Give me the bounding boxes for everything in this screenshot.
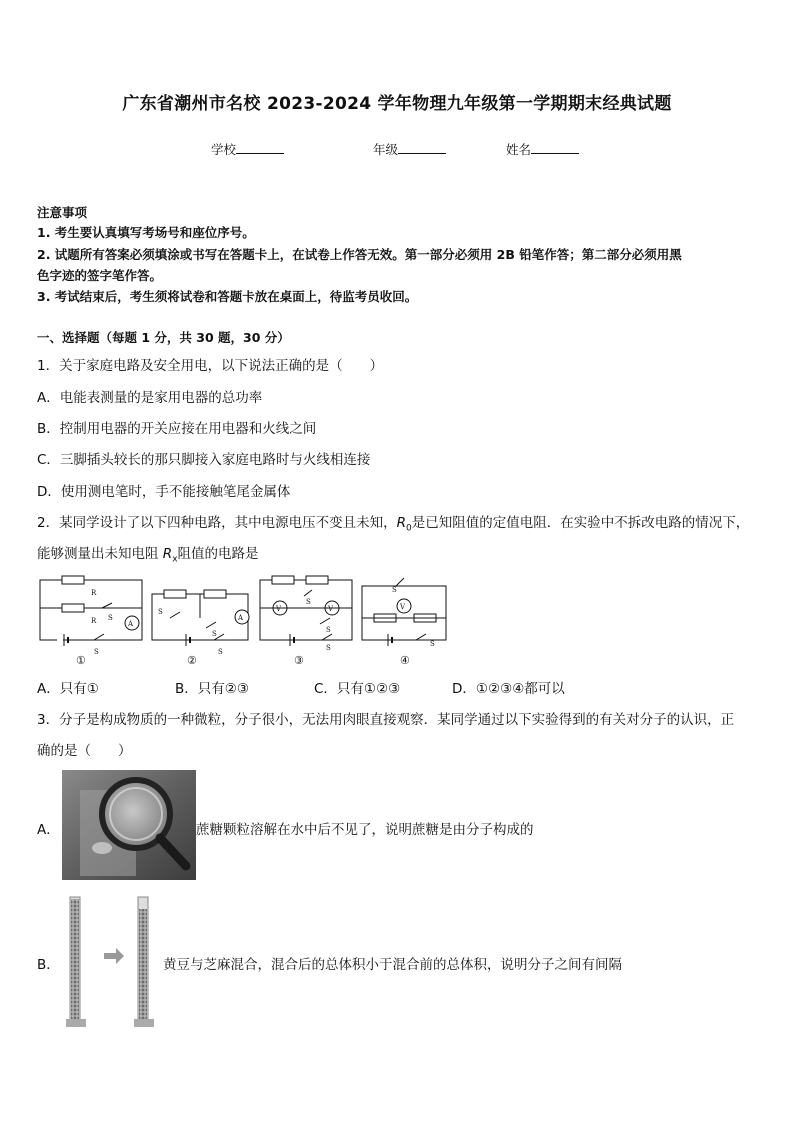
circuit-4 <box>362 578 446 646</box>
svg-text:S: S <box>218 648 223 656</box>
school-blank <box>236 141 284 154</box>
q3-option-b-letter: B． <box>37 957 60 973</box>
q2-option-c: C．只有①②③ <box>314 681 401 697</box>
grade-field <box>373 140 446 158</box>
grade-label: 年级 <box>373 142 399 157</box>
q2-stem-line1: 2．某同学设计了以下四种电路，其中电源电压不变且未知，$R_0$是已知阻值的定值电阻．在实验中不拆改电路的情况下， <box>37 515 750 534</box>
circuit-label-1: ① <box>76 654 86 667</box>
q2-stem-line2: 能够测量出未知电阻 $R_x$阻值的电路是 <box>37 546 259 565</box>
notice-item: 3. 考试结束后，考生须将试卷和答题卡放在桌面上，待监考员收回。 <box>37 289 418 304</box>
circuit-label-4: ④ <box>400 654 410 667</box>
svg-text:S: S <box>430 640 435 648</box>
q2-circuit-diagrams <box>36 570 456 670</box>
tube-mixing-photo <box>62 893 162 1029</box>
name-blank <box>531 141 579 154</box>
notice-item: 2. 试题所有答案必须填涂或书写在答题卡上，在试卷上作答无效。第一部分必须用 2B 铅笔作答；第二部分必须用黑 <box>37 247 682 262</box>
q1-option-d: D．使用测电笔时，手不能接触笔尾金属体 <box>37 484 291 500</box>
q3-stem-line1: 3．分子是构成物质的一种微粒，分子很小，无法用肉眼直接观察．某同学通过以下实验得到的有关对分子的认识，正 <box>37 712 735 728</box>
svg-text:R: R <box>91 617 97 625</box>
q3-stem-line2: 确的是（ ） <box>37 743 132 759</box>
q1-stem: 1．关于家庭电路及安全用电，以下说法正确的是（ ） <box>37 358 384 374</box>
svg-text:V: V <box>400 603 406 611</box>
q1-option-a: A．电能表测量的是家用电器的总功率 <box>37 390 263 406</box>
grade-blank <box>398 141 446 154</box>
notice-heading: 注意事项 <box>37 205 88 220</box>
name-label: 姓名 <box>506 142 532 157</box>
q3-option-a-letter: A． <box>37 822 60 838</box>
circuit-1 <box>40 576 142 646</box>
svg-text:S: S <box>306 598 311 606</box>
svg-text:S: S <box>94 648 99 656</box>
notice-item: 1. 考生要认真填写考场号和座位序号。 <box>37 225 255 240</box>
svg-text:S: S <box>392 586 397 594</box>
svg-text:V: V <box>276 605 282 613</box>
circuit-2 <box>152 590 249 646</box>
svg-text:A: A <box>238 614 244 622</box>
svg-text:S: S <box>212 630 217 638</box>
notice-item: 色字迹的签字笔作答。 <box>37 268 163 283</box>
svg-text:A: A <box>128 620 134 628</box>
magnifier-sugar-photo <box>62 770 196 880</box>
school-label: 学校 <box>211 142 237 157</box>
svg-text:V: V <box>328 605 334 613</box>
svg-text:S: S <box>326 644 331 652</box>
q2-option-b: B．只有②③ <box>175 681 249 697</box>
q1-option-c: C．三脚插头较长的那只脚接入家庭电路时与火线相连接 <box>37 452 371 468</box>
exam-title: 广东省潮州市名校 2023-2024 学年物理九年级第一学期期末经典试题 <box>122 94 672 114</box>
circuit-label-3: ③ <box>294 654 304 667</box>
school-field <box>211 140 284 158</box>
q2-option-d: D．①②③④都可以 <box>452 681 565 697</box>
section-heading: 一、选择题（每题 1 分，共 30 题，30 分） <box>37 330 290 345</box>
svg-text:S: S <box>108 614 113 622</box>
q1-option-b: B．控制用电器的开关应接在用电器和火线之间 <box>37 421 317 437</box>
svg-text:R: R <box>91 589 97 597</box>
circuit-3 <box>260 576 352 646</box>
svg-text:S: S <box>326 626 331 634</box>
svg-text:S: S <box>158 608 163 616</box>
circuit-label-2: ② <box>187 654 197 667</box>
q3-option-a-text: 蔗糖颗粒溶解在水中后不见了，说明蔗糖是由分子构成的 <box>196 822 534 838</box>
q3-option-b-text: 黄豆与芝麻混合，混合后的总体积小于混合前的总体积，说明分子之间有间隔 <box>163 957 622 973</box>
q2-option-a: A．只有① <box>37 681 99 697</box>
name-field <box>506 140 579 158</box>
